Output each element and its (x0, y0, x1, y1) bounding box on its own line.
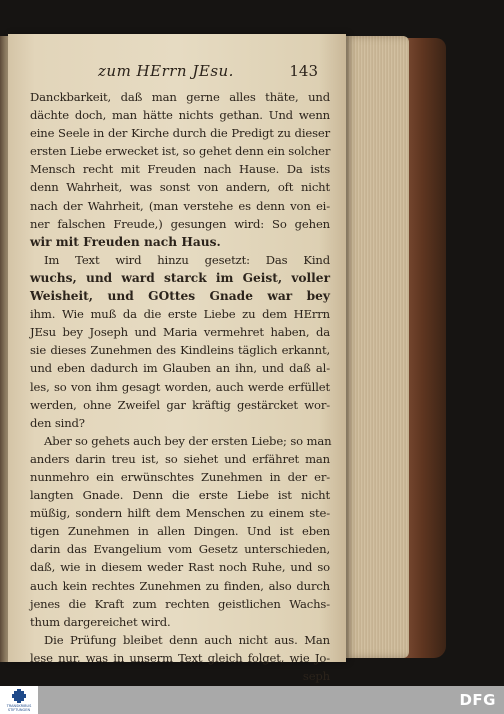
text-line: lese nur, was in unserm Text gleich folget, wie Jo- (30, 650, 330, 665)
text-line: nunmehro ein erwünschtes Zunehmen in der er- (30, 469, 330, 484)
text-line: den sind? (30, 415, 85, 430)
text-line: denn Wahrheit, was sonst von andern, oft nicht (30, 180, 330, 195)
text-line: Aber so gehets auch bey der ersten Liebe; so man (44, 433, 332, 448)
text-line: seph (302, 669, 330, 683)
institution-emblem-icon (12, 689, 26, 703)
text-line: Die Prüfung bleibet denn auch nicht aus. Man (44, 632, 330, 647)
text-line: jenes die Kraft zum rechten geistlichen Wachs- (30, 596, 330, 611)
text-line: langten Gnade. Denn die erste Liebe ist nicht (30, 488, 330, 503)
text-line: dächte doch, man hätte nichts gethan. Und wenn (30, 108, 330, 123)
institution-logo[interactable] (0, 686, 38, 714)
book-page-edges (343, 36, 409, 658)
text-line: thum dargereichet wird. (30, 614, 171, 629)
logo-caption: TRANSKRIBUS STIFTUNGEN (6, 704, 32, 712)
text-line: wuchs, und ward starck im Geist, voller (30, 270, 330, 285)
text-line: werden, ohne Zweifel gar kräftig gestärcket wor- (30, 397, 330, 412)
text-line: und eben dadurch im Glauben an ihn, und daß al- (30, 361, 330, 376)
book-page (8, 34, 346, 683)
text-line: auch kein rechtes Zunehmen zu finden, also durch (30, 578, 330, 593)
footer-bar (0, 686, 504, 714)
body-text (30, 88, 330, 685)
text-line: Im Text wird hinzu gesetzt: Das Kind (44, 252, 330, 267)
text-line: nach der Wahrheit, (man verstehe es denn von ei- (30, 198, 330, 213)
page-header (98, 62, 318, 84)
text-line: anders darin treu ist, so siehet und erfähret man (30, 451, 330, 466)
text-line: ersten Liebe erwecket ist, so gehet denn ein solcher (30, 144, 331, 159)
text-line: darin das Evangelium vom Gesetz unterschieden, (30, 542, 330, 557)
text-line: Danckbarkeit, daß man gerne alles thäte, und (30, 90, 330, 104)
text-line: daß, wie in diesem weder Rast noch Ruhe, und so (30, 560, 330, 575)
text-line: wir mit Freuden nach Haus. (30, 234, 221, 249)
text-line: les, so von ihm gesagt worden, auch werde erfüllet (30, 379, 330, 394)
book-cover-edge (404, 38, 446, 658)
text-line: tigen Zunehmen in allen Dingen. Und ist eben (30, 524, 330, 539)
text-line: ihm. Wie muß da die erste Liebe zu dem HErrn (30, 307, 330, 322)
text-line: Weisheit, und GOttes Gnade war bey (30, 289, 330, 304)
text-line: Mensch recht mit Freuden nach Hause. Da ists (30, 162, 330, 177)
text-line: ner falschen Freude,) gesungen wird: So gehen (30, 216, 330, 231)
dfg-logo[interactable]: DFG (459, 691, 496, 709)
page-number: 143 (289, 62, 318, 80)
text-line: sie dieses Zunehmen des Kindleins täglich erkannt, (30, 343, 330, 358)
text-line: JEsu bey Joseph und Maria vermehret haben, da (30, 325, 330, 340)
text-line: müßig, sondern hilft dem Menschen zu einem ste- (30, 506, 330, 521)
running-title: zum HErrn JEsu. (98, 62, 234, 80)
text-line: eine Seele in der Kirche durch die Predigt zu dieser (30, 126, 330, 141)
